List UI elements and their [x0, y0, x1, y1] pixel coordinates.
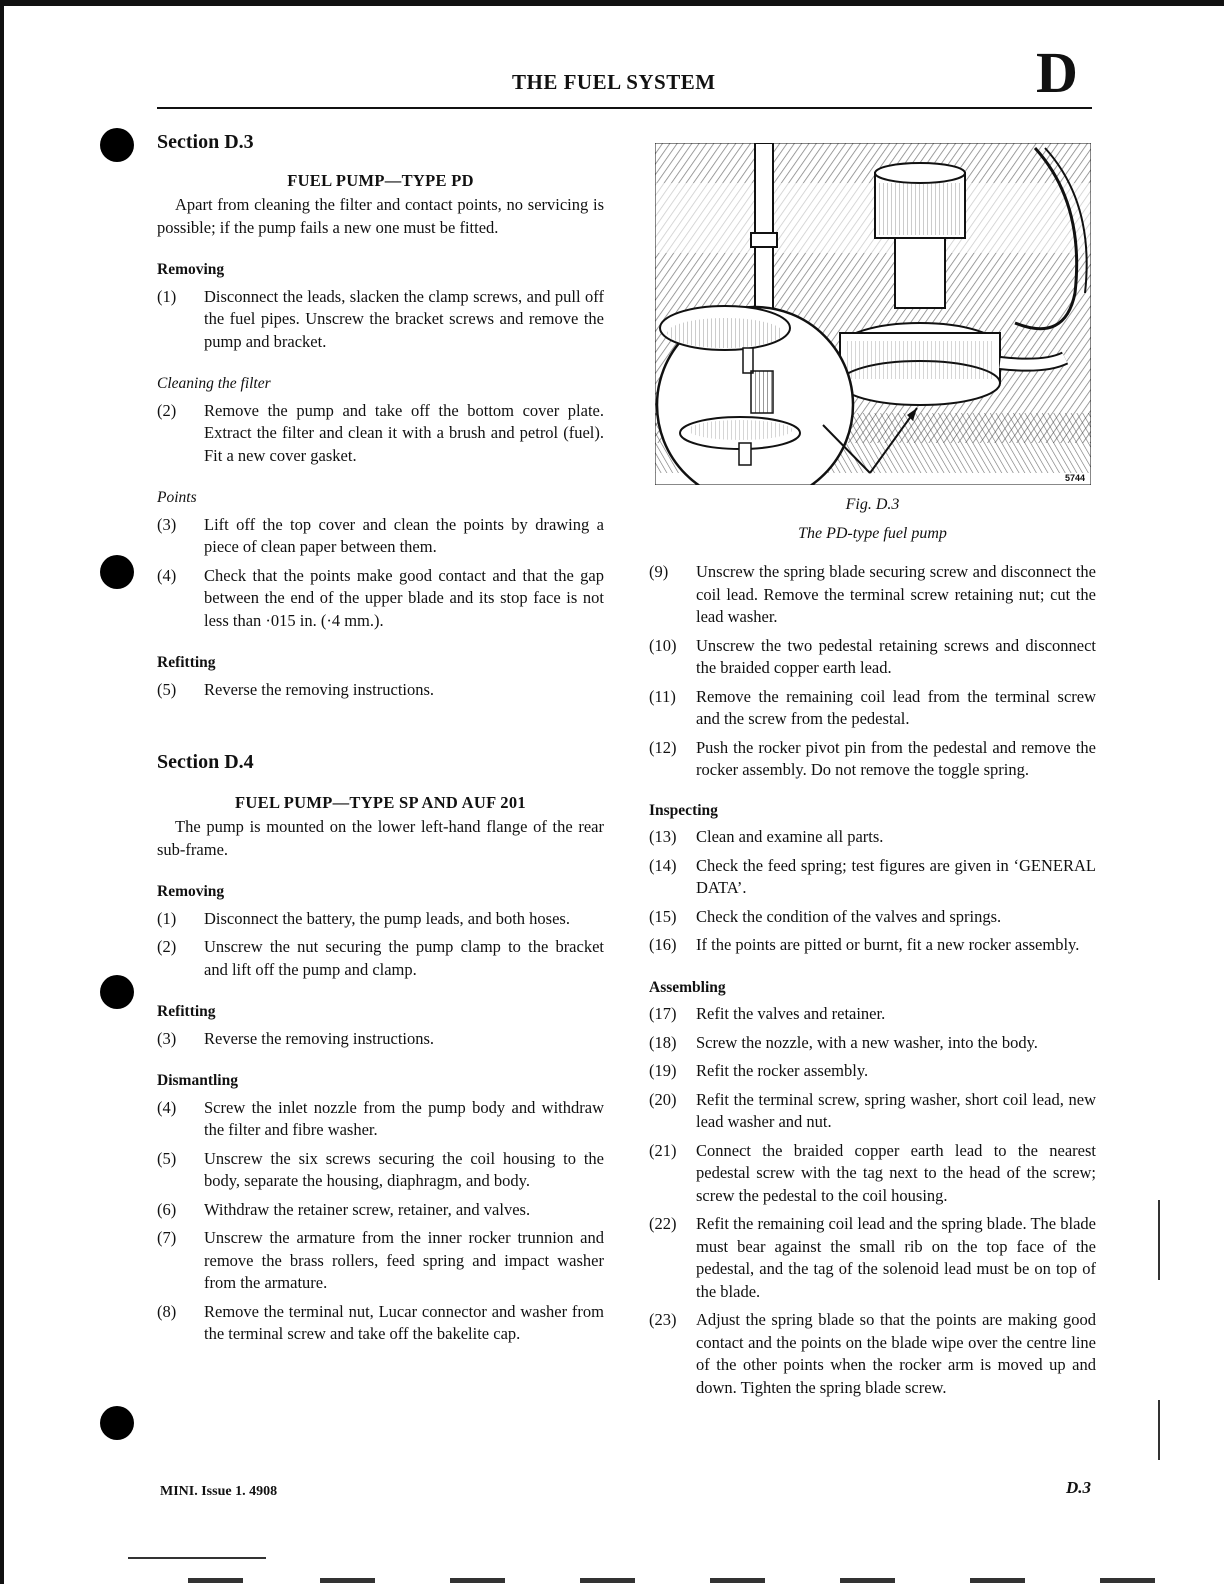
item-number: (23) — [649, 1310, 677, 1329]
inspecting-list — [649, 826, 1096, 957]
assembling-heading: Assembling — [649, 978, 726, 996]
list-item — [649, 1213, 1096, 1303]
list-item — [157, 1148, 604, 1193]
scan-mark — [840, 1578, 895, 1583]
item-number: (6) — [157, 1199, 177, 1219]
section-d4-title: Section D.4 — [157, 751, 254, 773]
item-number: (13) — [649, 827, 677, 846]
refitting-list — [157, 679, 604, 702]
item-text: Check that the points make good contact and that the gap between the end of the upper blade and its stop face is not less than ·015 in. (·4 mm.). — [204, 565, 604, 630]
removing-heading: Removing — [157, 261, 225, 278]
item-number: (4) — [157, 1097, 177, 1117]
cleaning-filter-heading: Cleaning the filter — [157, 375, 271, 392]
item-text: Reverse the removing instructions. — [204, 679, 435, 699]
list-item — [157, 1227, 604, 1295]
punch-hole — [100, 975, 134, 1009]
list-item — [649, 906, 1096, 929]
item-text: Remove the remaining coil lead from the terminal screw and the screw from the pedestal. — [696, 686, 1096, 728]
list-item — [157, 1301, 604, 1346]
item-number: (1) — [157, 286, 177, 306]
figure-code: 5744 — [1064, 473, 1085, 483]
item-text: Refit the valves and retainer. — [696, 1004, 886, 1023]
removing-heading: Removing — [157, 883, 225, 900]
item-text: Lift off the top cover and clean the points by drawing a piece of clean paper between them. — [204, 514, 604, 556]
section-letter: D — [1036, 40, 1078, 105]
item-number: (19) — [649, 1061, 677, 1080]
section-d4-intro: The pump is mounted on the lower left-hand flange of the rear sub-frame. — [157, 817, 604, 859]
item-text: Check the condition of the valves and springs. — [696, 906, 1002, 926]
refitting-heading: Refitting — [157, 1003, 216, 1020]
list-item — [157, 936, 604, 981]
list-item — [157, 286, 604, 354]
item-text: Refit the remaining coil lead and the spring blade. The blade must bear against the small rib on the top face of the pedestal, and the tag of the solenoid lead must be on top of the blade. — [696, 1214, 1096, 1301]
refitting-heading: Refitting — [157, 654, 216, 671]
assembling-list — [649, 1003, 1096, 1399]
list-item — [649, 737, 1096, 782]
list-item — [157, 1028, 604, 1051]
scan-mark — [1158, 1400, 1160, 1460]
page-number: D.3 — [1066, 1478, 1092, 1497]
removing-list — [157, 908, 604, 982]
section-d4-subtitle: FUEL PUMP—TYPE SP AND AUF 201 — [235, 792, 526, 812]
item-number: (16) — [649, 935, 677, 954]
item-text: Unscrew the two pedestal retaining screws and disconnect the braided copper earth lead. — [696, 635, 1096, 677]
list-item — [157, 514, 604, 559]
item-number: (12) — [649, 737, 677, 757]
list-item — [157, 679, 604, 702]
scan-mark — [450, 1578, 505, 1583]
item-text: Disconnect the leads, slacken the clamp screws, and pull off the fuel pipes. Unscrew the bracket screws and remove the pump and bracket. — [204, 286, 604, 351]
figure-label: Fig. D.3 — [845, 496, 900, 513]
list-item — [649, 1060, 1096, 1083]
item-text: Connect the braided copper earth lead to the nearest pedestal screw with the tag next to the head of the screw; screw the pedestal to the coil housing. — [696, 1140, 1096, 1205]
list-item — [649, 1309, 1096, 1399]
punch-hole — [100, 128, 134, 162]
item-text: Push the rocker pivot pin from the pedestal and remove the rocker assembly. Do not remove the toggle spring. — [696, 737, 1096, 779]
item-text: Refit the rocker assembly. — [696, 1061, 869, 1080]
item-number: (18) — [649, 1032, 677, 1052]
item-number: (1) — [157, 908, 177, 928]
points-list — [157, 514, 604, 633]
scan-mark — [970, 1578, 1025, 1583]
list-item — [649, 826, 1096, 849]
item-number: (15) — [649, 906, 677, 926]
inspecting-heading: Inspecting — [649, 801, 718, 819]
dismantling-continued-list — [649, 561, 1096, 782]
item-text: Screw the nozzle, with a new washer, into the body. — [696, 1032, 1038, 1052]
scan-mark — [320, 1578, 375, 1583]
list-item — [649, 561, 1096, 629]
list-item — [157, 565, 604, 633]
scan-mark — [1158, 1200, 1160, 1280]
item-text: Screw the inlet nozzle from the pump body and withdraw the filter and fibre washer. — [204, 1097, 604, 1139]
list-item — [157, 1199, 604, 1222]
figure-caption: The PD-type fuel pump — [798, 524, 947, 542]
item-number: (5) — [157, 1148, 177, 1168]
item-number: (14) — [649, 855, 677, 875]
item-number: (21) — [649, 1140, 677, 1160]
points-heading: Points — [157, 489, 197, 506]
list-item — [157, 1097, 604, 1142]
list-item — [649, 1140, 1096, 1208]
refitting-list — [157, 1028, 604, 1051]
item-number: (8) — [157, 1301, 177, 1321]
item-number: (5) — [157, 679, 177, 699]
item-number: (7) — [157, 1228, 177, 1247]
scan-mark — [128, 1557, 266, 1559]
section-d3-title: Section D.3 — [157, 131, 254, 153]
punch-hole — [100, 1406, 134, 1440]
item-text: Disconnect the battery, the pump leads, and both hoses. — [204, 908, 570, 928]
item-number: (11) — [649, 686, 676, 706]
item-text: Refit the terminal screw, spring washer, short coil lead, new lead washer and nut. — [696, 1089, 1096, 1131]
list-item — [649, 934, 1096, 957]
list-item — [157, 400, 604, 468]
removing-list — [157, 286, 604, 354]
item-text: Check the feed spring; test figures are given in ‘GENERAL DATA’. — [696, 855, 1096, 897]
footer-issue: MINI. Issue 1. 4908 — [160, 1484, 278, 1499]
scan-mark — [580, 1578, 635, 1583]
scan-edge-left — [0, 0, 4, 1584]
page-title: THE FUEL SYSTEM — [512, 70, 716, 94]
item-number: (2) — [157, 400, 177, 420]
item-text: Reverse the removing instructions. — [204, 1028, 435, 1048]
list-item — [649, 635, 1096, 680]
item-number: (2) — [157, 937, 177, 956]
item-text: Unscrew the spring blade securing screw and disconnect the coil lead. Remove the terminal screw retaining nut; cut the lead washer. — [696, 562, 1096, 626]
right-column — [649, 494, 1096, 1399]
item-text: Unscrew the armature from the inner rocker trunnion and remove the brass rollers, feed spring and impact washer from the armature. — [204, 1228, 604, 1292]
item-number: (3) — [157, 1028, 177, 1048]
item-number: (17) — [649, 1004, 677, 1023]
dismantling-list — [157, 1097, 604, 1346]
list-item — [649, 855, 1096, 900]
item-number: (9) — [649, 562, 669, 581]
list-item — [649, 1003, 1096, 1026]
item-number: (4) — [157, 565, 177, 585]
list-item — [649, 1089, 1096, 1134]
item-text: Unscrew the nut securing the pump clamp to the bracket and lift off the pump and clamp. — [204, 937, 604, 979]
header-rule — [157, 107, 1092, 109]
item-number: (10) — [649, 635, 677, 655]
item-number: (3) — [157, 514, 177, 534]
item-number: (20) — [649, 1089, 677, 1109]
item-text: Unscrew the six screws securing the coil housing to the body, separate the housing, diaphragm, and body. — [204, 1148, 604, 1190]
item-text: Remove the pump and take off the bottom cover plate. Extract the filter and clean it with a brush and petrol (fuel). Fit a new cover gasket. — [204, 400, 604, 465]
scan-mark — [188, 1578, 243, 1583]
fuel-pump-illustration — [655, 143, 1091, 485]
list-item — [649, 1032, 1096, 1055]
item-text: Remove the terminal nut, Lucar connector and washer from the terminal screw and take off the bakelite cap. — [204, 1301, 604, 1343]
punch-hole — [100, 555, 134, 589]
section-d3-intro: Apart from cleaning the filter and contact points, no servicing is possible; if the pump fails a new one must be fitted. — [157, 195, 604, 237]
left-column — [157, 131, 604, 1346]
item-text: Clean and examine all parts. — [696, 827, 884, 846]
dismantling-heading: Dismantling — [157, 1072, 238, 1089]
section-d3-subtitle: FUEL PUMP—TYPE PD — [287, 170, 474, 190]
list-item — [157, 908, 604, 931]
item-number: (22) — [649, 1214, 677, 1233]
item-text: If the points are pitted or burnt, fit a new rocker assembly. — [696, 935, 1080, 954]
scan-edge-top — [0, 0, 1224, 6]
scan-mark — [710, 1578, 765, 1583]
list-item — [649, 686, 1096, 731]
item-text: Withdraw the retainer screw, retainer, and valves. — [204, 1199, 531, 1219]
scan-mark — [1100, 1578, 1155, 1583]
item-text: Adjust the spring blade so that the points are making good contact and the points on the blade wipe over the centre line of the other points when the rocker arm is moved up and down. Tighten the spring blade screw. — [696, 1310, 1096, 1397]
cleaning-list — [157, 400, 604, 468]
